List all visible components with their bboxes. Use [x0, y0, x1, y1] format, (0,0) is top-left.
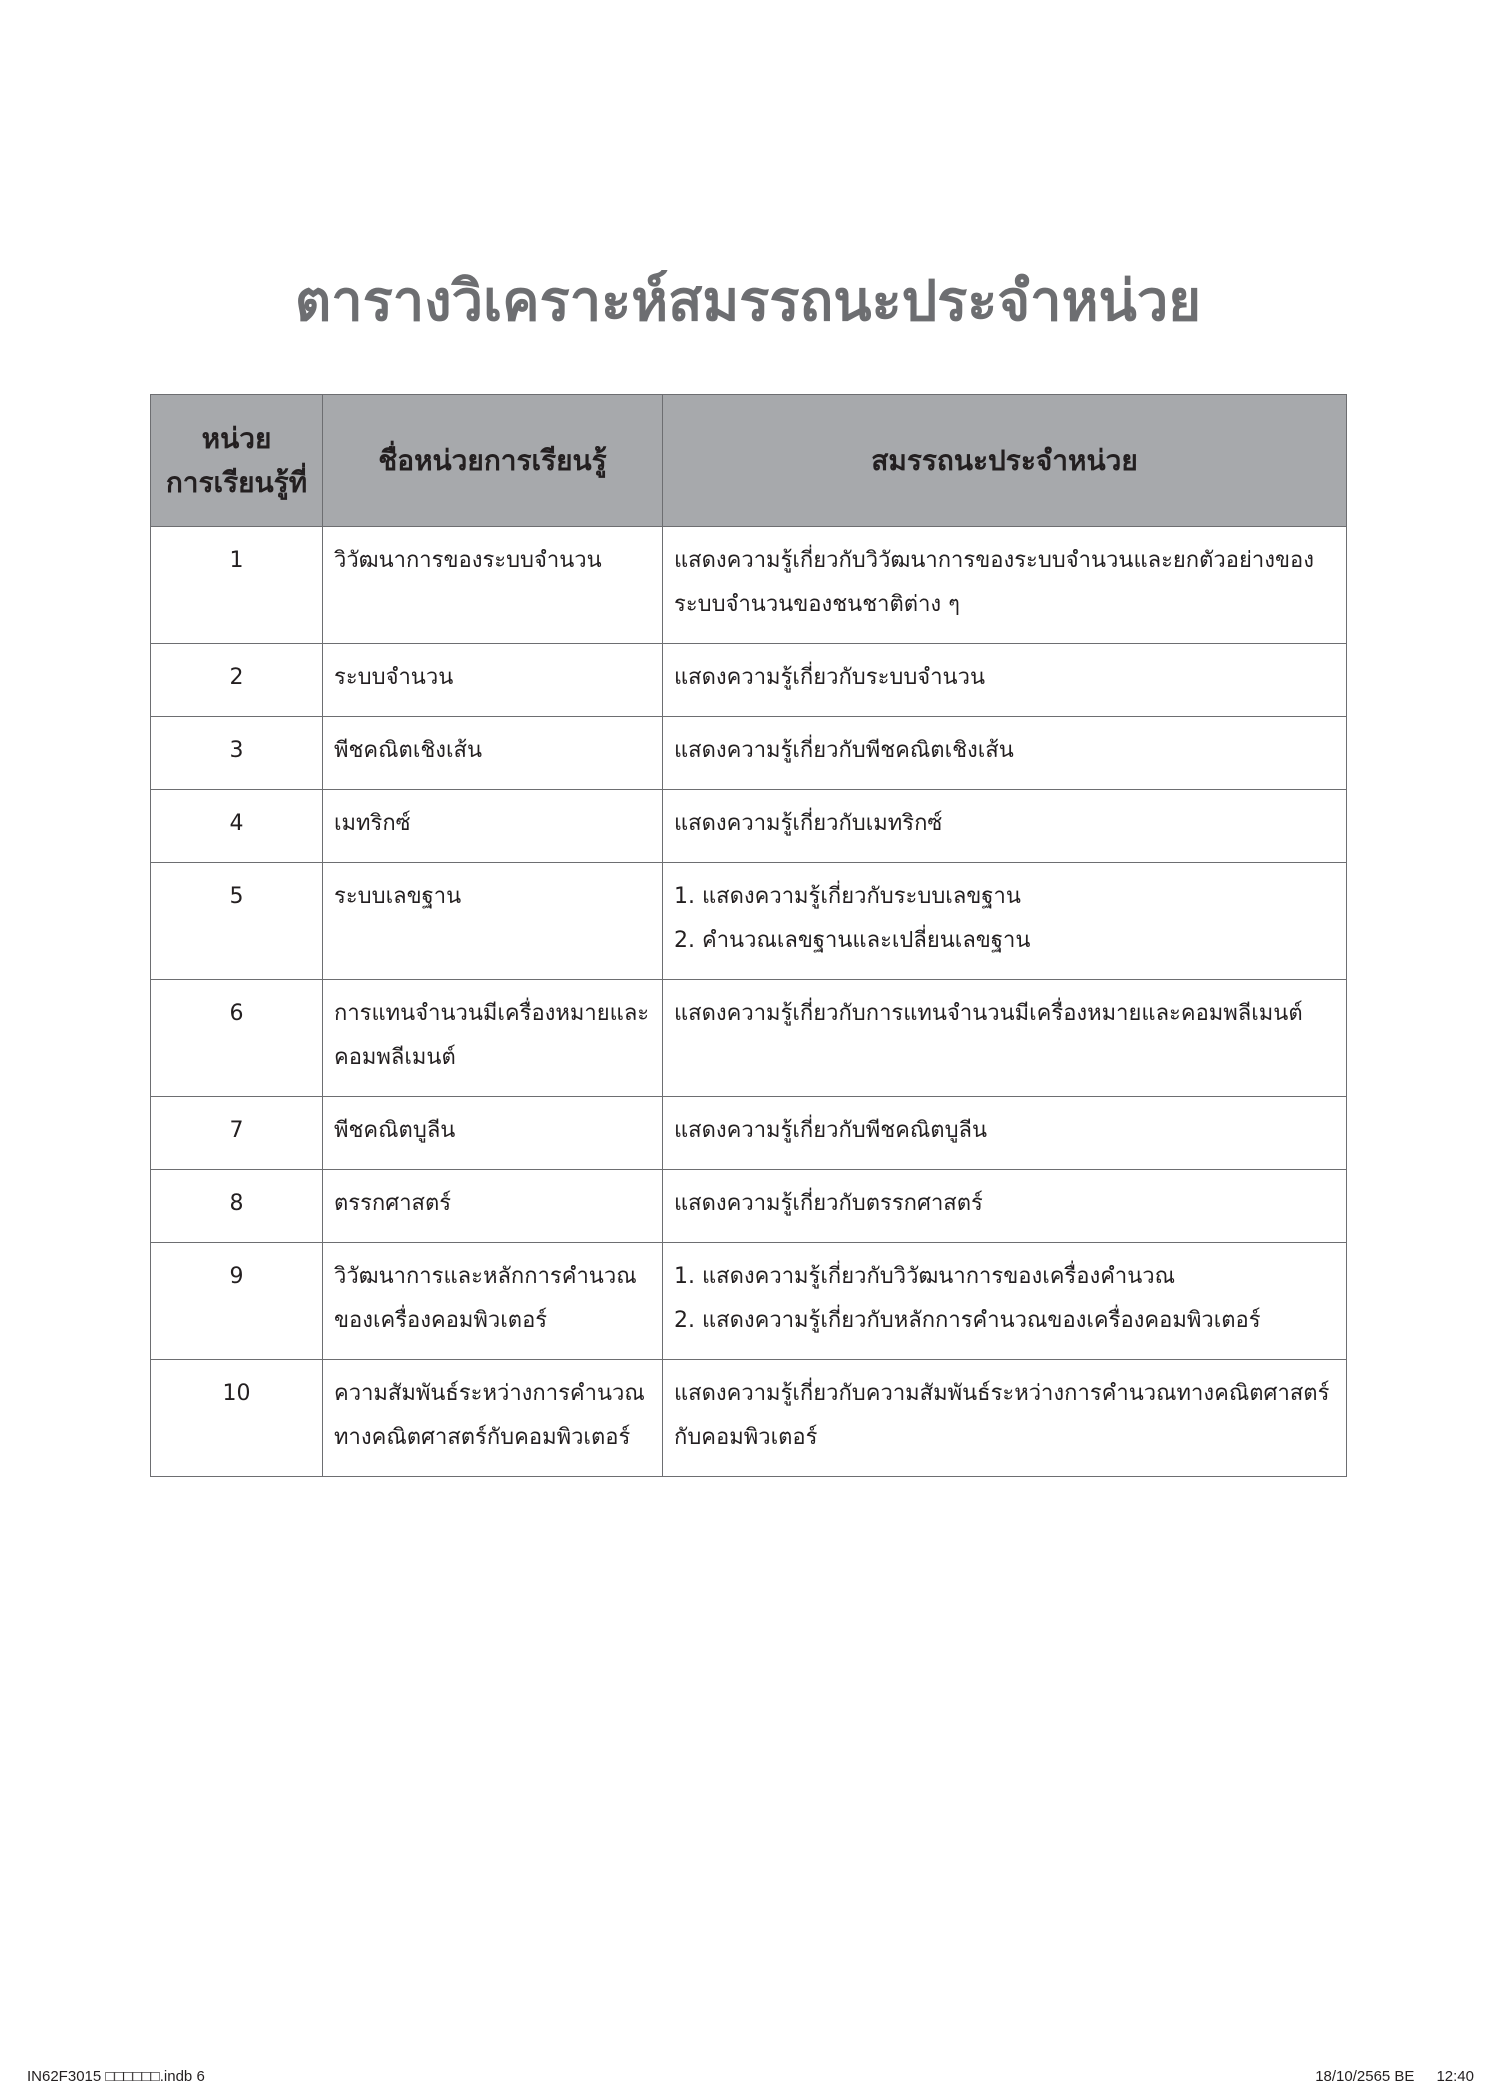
unit-name-cell: ระบบเลขฐาน [323, 863, 663, 980]
unit-number-cell: 10 [151, 1360, 323, 1477]
competency-cell [663, 1243, 1347, 1360]
page-title: ตารางวิเคราะห์สมรรถนะประจำหน่วย [294, 269, 1202, 334]
header-competency: สมรรถนะประจำหน่วย [663, 395, 1347, 527]
table-row [151, 1097, 1347, 1170]
unit-number-cell: 3 [151, 717, 323, 790]
unit-name-cell: ความสัมพันธ์ระหว่างการคำนวณทางคณิตศาสตร์กับคอมพิวเตอร์ [323, 1360, 663, 1477]
table-row [151, 980, 1347, 1097]
table-row [151, 1170, 1347, 1243]
competency-cell [663, 863, 1347, 980]
competency-cell [663, 527, 1347, 644]
competency-line: แสดงความรู้เกี่ยวกับพีชคณิตบูลีน [674, 1118, 988, 1143]
unit-number-cell: 8 [151, 1170, 323, 1243]
competency-cell [663, 1097, 1347, 1170]
unit-name-cell: การแทนจำนวนมีเครื่องหมายและคอมพลีเมนต์ [323, 980, 663, 1097]
unit-number-cell: 1 [151, 527, 323, 644]
competency-cell [663, 980, 1347, 1097]
competency-cell [663, 644, 1347, 717]
unit-name-cell: พีชคณิตเชิงเส้น [323, 717, 663, 790]
competency-line: แสดงความรู้เกี่ยวกับตรรกศาสตร์ [674, 1191, 983, 1216]
competency-line: แสดงความรู้เกี่ยวกับการแทนจำนวนมีเครื่องหมายและคอมพลีเมนต์ [674, 1001, 1303, 1026]
table-row [151, 863, 1347, 980]
table-row [151, 1360, 1347, 1477]
competency-line: แสดงความรู้เกี่ยวกับพีชคณิตเชิงเส้น [674, 738, 1014, 763]
unit-name-cell: เมทริกซ์ [323, 790, 663, 863]
unit-number-cell: 2 [151, 644, 323, 717]
table-row [151, 1243, 1347, 1360]
unit-name-cell: พีชคณิตบูลีน [323, 1097, 663, 1170]
competency-analysis-table [150, 394, 1347, 1477]
competency-cell [663, 1170, 1347, 1243]
competency-line: 1. แสดงความรู้เกี่ยวกับระบบเลขฐาน [674, 884, 1021, 909]
competency-line: 2. แสดงความรู้เกี่ยวกับหลักการคำนวณของเครื่องคอมพิวเตอร์ [674, 1308, 1261, 1333]
header-unit-no [151, 395, 323, 527]
table-row [151, 644, 1347, 717]
table-row [151, 717, 1347, 790]
competency-line: 1. แสดงความรู้เกี่ยวกับวิวัฒนาการของเครื่องคำนวณ [674, 1264, 1176, 1289]
competency-line: 2. คำนวณเลขฐานและเปลี่ยนเลขฐาน [674, 928, 1031, 953]
table-body [151, 527, 1347, 1477]
competency-line: แสดงความรู้เกี่ยวกับความสัมพันธ์ระหว่างการคำนวณทางคณิตศาสตร์กับคอมพิวเตอร์ [674, 1381, 1330, 1450]
footer-time: 12:40 [1436, 2068, 1474, 2085]
competency-cell [663, 1360, 1347, 1477]
unit-number-cell: 5 [151, 863, 323, 980]
unit-number-cell: 6 [151, 980, 323, 1097]
competency-cell [663, 717, 1347, 790]
competency-line: แสดงความรู้เกี่ยวกับเมทริกซ์ [674, 811, 943, 836]
competency-line: แสดงความรู้เกี่ยวกับระบบจำนวน [674, 665, 985, 690]
unit-number-cell: 4 [151, 790, 323, 863]
unit-name-cell: ระบบจำนวน [323, 644, 663, 717]
header-unit-no-line2: การเรียนรู้ที่ [165, 465, 308, 499]
unit-number-cell: 9 [151, 1243, 323, 1360]
header-unit-name: ชื่อหน่วยการเรียนรู้ [323, 395, 663, 527]
footer-print-stamp [1315, 2068, 1474, 2085]
footer-date: 18/10/2565 BE [1315, 2068, 1415, 2085]
unit-name-cell: วิวัฒนาการและหลักการคำนวณของเครื่องคอมพิวเตอร์ [323, 1243, 663, 1360]
table-row [151, 527, 1347, 644]
footer-file-info: IN62F3015 □□□□□□.indb 6 [27, 2068, 205, 2085]
competency-cell [663, 790, 1347, 863]
table-row [151, 790, 1347, 863]
header-unit-no-line1: หน่วย [201, 421, 272, 455]
table-header-row [151, 395, 1347, 527]
competency-line: แสดงความรู้เกี่ยวกับวิวัฒนาการของระบบจำนวนและยกตัวอย่างของระบบจำนวนของชนชาติต่าง ๆ [674, 548, 1314, 617]
unit-name-cell: วิวัฒนาการของระบบจำนวน [323, 527, 663, 644]
unit-name-cell: ตรรกศาสตร์ [323, 1170, 663, 1243]
unit-number-cell: 7 [151, 1097, 323, 1170]
